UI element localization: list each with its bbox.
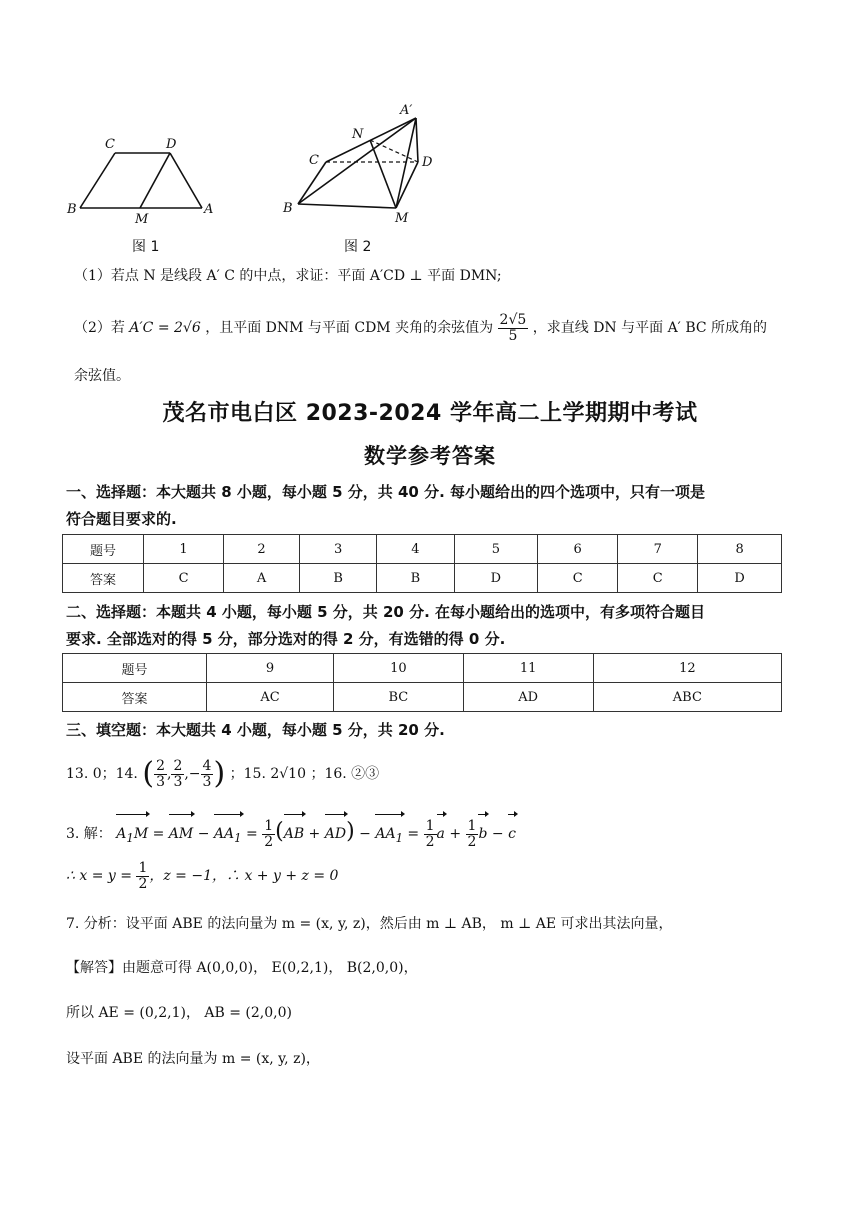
table-row [63, 654, 782, 683]
fraction-denominator: 3 [202, 773, 212, 790]
table-cell: 3 [300, 535, 377, 564]
answer-key-subtitle: 数学参考答案 [364, 444, 496, 468]
fig1-edge-da [170, 153, 202, 208]
table-cell: 2 [224, 535, 300, 564]
fig2-edge-ad [416, 118, 418, 162]
section-1-heading: 一、选择题：本大题共 8 小题，每小题 5 分，共 40 分. 每小题给出的四个选项中，只有一项是 [66, 483, 706, 501]
fraction-numerator: 4 [202, 757, 212, 774]
part2-prefix: （2）若 [74, 320, 125, 336]
table-row [63, 683, 782, 712]
fig2-edge-bm [298, 204, 396, 208]
fraction-numerator: 1 [138, 859, 148, 876]
figure-2-pyramid [278, 100, 448, 225]
table-cell: B [300, 564, 377, 593]
table-cell: ABC [593, 683, 781, 712]
table-cell: AD [463, 683, 593, 712]
q14-fraction-1 [154, 759, 167, 790]
solution-3-result [66, 856, 338, 896]
fill-in-answers: 13. 0；14. ( $\frac{2}{3}$ , $\frac{2}{3}$ ,− $\frac{4}{3}$ ) ；15. 2√10 ；16. ②③ [66, 756, 380, 791]
table-cell: 11 [463, 654, 593, 683]
fig1-label-d: D [166, 137, 177, 152]
table-cell: D [698, 564, 782, 593]
fig2-label-c: C [309, 153, 319, 168]
part2-mid: ，且平面 DNM 与平面 CDM 夹角的余弦值为 [205, 320, 494, 336]
left-paren-glyph: ( [142, 756, 155, 791]
solution-7-analysis: 7. 分析：设平面 ABE 的法向量为 m = (x, y, z)，然后由 m ⊥ AB， m ⊥ AE 可求出其法向量， [66, 916, 673, 932]
table-cell: 6 [538, 535, 618, 564]
problem-part-2-wrap: 余弦值。 [74, 368, 130, 384]
fraction-denominator: 3 [173, 773, 183, 790]
fig1-label-m: M [135, 212, 149, 225]
section-3-heading: 三、填空题：本大题共 4 小题，每小题 5 分，共 20 分. [66, 721, 445, 739]
fig2-edge-am [396, 118, 416, 208]
solution-7-step-1: 【解答】由题意可得 A(0,0,0)， E(0,2,1)， B(2,0,0)， [66, 960, 418, 976]
fig1-label-a: A [204, 202, 214, 217]
table-cell: C [144, 564, 224, 593]
q13-answer: 13. 0；14. [66, 766, 138, 782]
table-header-cell: 答案 [63, 564, 144, 593]
fig2-label-b: B [283, 201, 293, 216]
q14-fraction-2 [171, 759, 184, 790]
fig2-label-a: A′ [400, 103, 413, 118]
section-2-heading-wrap: 要求. 全部选对的得 5 分，部分选对的得 2 分，有选错的得 0 分. [66, 630, 506, 648]
section-2-heading: 二、选择题：本题共 4 小题，每小题 5 分，共 20 分. 在每小题给出的选项中，有多项符合题目 [66, 603, 706, 621]
table-cell: 1 [144, 535, 224, 564]
fig2-label-n: N [352, 127, 364, 142]
answer-table-2 [62, 653, 782, 712]
fig2-label-m: M [395, 211, 409, 225]
fraction-numerator: 2√5 [499, 311, 527, 328]
answer-table-1 [62, 534, 782, 593]
fraction-denominator: 3 [156, 773, 165, 790]
table-cell: BC [334, 683, 464, 712]
table-cell: 5 [454, 535, 538, 564]
table-cell: 10 [334, 654, 464, 683]
problem-part-1: （1）若点 N 是线段 A′ C 的中点，求证：平面 A′CD ⊥ 平面 DMN; [74, 268, 502, 284]
answer-key-title: 茂名市电白区 2023-2024 学年高二上学期期中考试 [162, 401, 698, 426]
part2-suffix: ，求直线 DN 与平面 A′ BC 所成角的 [532, 320, 768, 336]
fraction-denominator: 2 [138, 875, 148, 892]
part2-expression: A′C = 2√6 [129, 320, 201, 336]
fig1-edge-bc [80, 153, 115, 208]
table-cell: 8 [698, 535, 782, 564]
q15-q16-answers: ；15. 2√10 ；16. ②③ [229, 766, 380, 782]
q14-fraction-3 [201, 759, 214, 790]
solution-7-step-2: 所以 AE = (0,2,1)， AB = (2,0,0) [66, 1005, 292, 1021]
solution-3-label: 3. 解： [66, 826, 112, 842]
fraction-numerator: 2 [173, 757, 183, 774]
fig2-edge-bc [298, 162, 326, 204]
table-cell: AC [207, 683, 334, 712]
table-header-cell: 题号 [63, 654, 207, 683]
fig1-edge-dm [140, 153, 170, 208]
figure-2-caption: 图 2 [344, 239, 372, 255]
table-cell: C [618, 564, 698, 593]
figure-1-caption: 图 1 [132, 239, 160, 255]
table-header-cell: 答案 [63, 683, 207, 712]
table-row [63, 535, 782, 564]
half-fraction [136, 861, 149, 892]
problem-part-2 [74, 310, 767, 346]
solution-3-result-head: ∴ x = y = [66, 868, 137, 884]
fig2-label-d: D [422, 155, 433, 170]
fraction-denominator: 5 [508, 327, 518, 344]
solution-7-step-3: 设平面 ABE 的法向量为 m = (x, y, z)， [66, 1051, 320, 1067]
solution-3-result-tail: ，z = −1，∴ x + y + z = 0 [149, 868, 339, 884]
table-cell: D [454, 564, 538, 593]
table-cell: B [377, 564, 454, 593]
fig1-label-b: B [67, 202, 77, 217]
figure-1-trapezoid [60, 130, 230, 225]
fig1-label-c: C [105, 137, 115, 152]
right-paren-glyph: ) [213, 756, 226, 791]
solution-3-vector-expression: $A_1M$ = AM − $AA_1$ = $\frac{1}{2}$ $(AB + AD) - AA_1$ = $\frac{1}{2}$ a + $\frac{1}{2}$ b − c [116, 826, 516, 842]
fraction-numerator: 2 [156, 757, 165, 774]
section-1-heading-wrap: 符合题目要求的. [66, 510, 177, 528]
table-cell: 9 [207, 654, 334, 683]
part2-cosine-fraction [498, 313, 529, 344]
table-cell: 7 [618, 535, 698, 564]
table-row [63, 564, 782, 593]
fig2-edge-dm [396, 162, 418, 208]
table-cell: 12 [593, 654, 781, 683]
table-cell: 4 [377, 535, 454, 564]
table-cell: A [224, 564, 300, 593]
solution-3-equation [66, 812, 516, 858]
table-cell: C [538, 564, 618, 593]
table-header-cell: 题号 [63, 535, 144, 564]
